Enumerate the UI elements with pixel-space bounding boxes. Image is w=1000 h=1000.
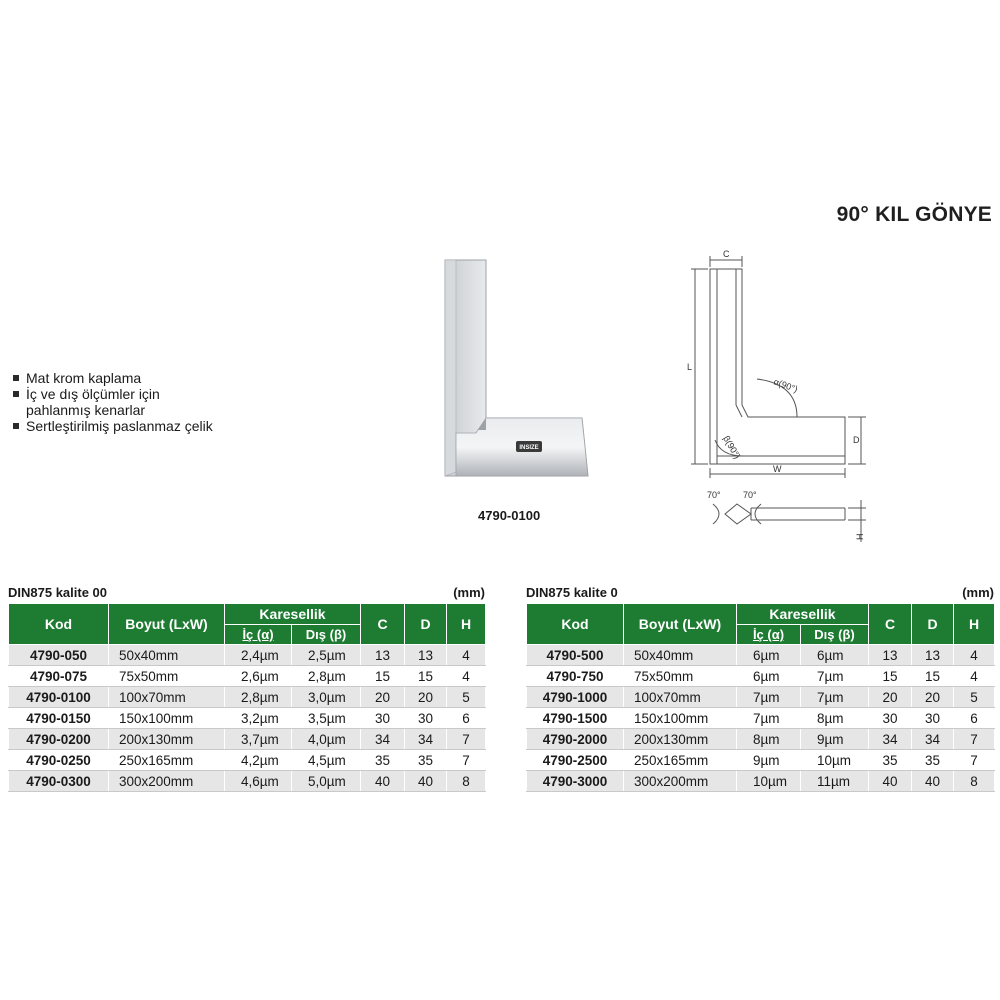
cell-c: 13 (869, 645, 912, 666)
cell-kod: 4790-1500 (527, 708, 624, 729)
cell-d: 15 (405, 666, 447, 687)
cell-ic: 9µm (737, 750, 801, 771)
cell-dis: 10µm (801, 750, 869, 771)
cell-ic: 2,6µm (225, 666, 292, 687)
header-d: D (912, 604, 954, 645)
table-row (527, 687, 995, 708)
photo-caption: 4790-0100 (478, 508, 541, 523)
cell-d: 34 (912, 729, 954, 750)
cell-ic: 6µm (737, 645, 801, 666)
dim-h-label: H (855, 533, 865, 540)
cell-dis: 4,0µm (292, 729, 361, 750)
cell-ic: 7µm (737, 687, 801, 708)
feature-item: Mat krom kaplama (12, 370, 213, 386)
cell-c: 35 (869, 750, 912, 771)
cell-dis: 3,0µm (292, 687, 361, 708)
table-row (9, 729, 486, 750)
table-row (9, 750, 486, 771)
cell-d: 30 (405, 708, 447, 729)
cell-boyut: 50x40mm (624, 645, 737, 666)
brand-logo-text: INSIZE (519, 445, 539, 451)
cell-d: 34 (405, 729, 447, 750)
cell-d: 15 (912, 666, 954, 687)
cell-ic: 8µm (737, 729, 801, 750)
cell-kod: 4790-0300 (9, 771, 109, 792)
cell-c: 13 (361, 645, 405, 666)
angle-right-label: 70° (743, 490, 757, 500)
cell-d: 40 (912, 771, 954, 792)
header-dis: Dış (β) (801, 625, 869, 645)
cell-boyut: 200x130mm (624, 729, 737, 750)
header-h: H (447, 604, 486, 645)
cell-c: 30 (361, 708, 405, 729)
table-row (9, 771, 486, 792)
cell-dis: 9µm (801, 729, 869, 750)
cell-h: 5 (954, 687, 995, 708)
cell-d: 13 (912, 645, 954, 666)
cell-boyut: 200x130mm (109, 729, 225, 750)
table-unit: (mm) (962, 585, 994, 600)
header-ic: İç (α) (225, 625, 292, 645)
cell-boyut: 300x200mm (624, 771, 737, 792)
cell-c: 40 (869, 771, 912, 792)
cell-h: 8 (447, 771, 486, 792)
page-title: 90° KIL GÖNYE (836, 203, 992, 226)
header-kod: Kod (527, 604, 624, 645)
cell-boyut: 100x70mm (109, 687, 225, 708)
table-row (9, 645, 486, 666)
cell-h: 8 (954, 771, 995, 792)
cell-h: 7 (447, 729, 486, 750)
cell-h: 7 (954, 750, 995, 771)
cell-boyut: 75x50mm (624, 666, 737, 687)
cell-h: 4 (954, 666, 995, 687)
header-c: C (361, 604, 405, 645)
cell-dis: 2,8µm (292, 666, 361, 687)
cell-dis: 7µm (801, 687, 869, 708)
table-row (527, 750, 995, 771)
cell-h: 4 (447, 645, 486, 666)
cell-dis: 2,5µm (292, 645, 361, 666)
angle-left-label: 70° (707, 490, 721, 500)
table-row (527, 708, 995, 729)
cell-kod: 4790-075 (9, 666, 109, 687)
cell-d: 13 (405, 645, 447, 666)
table-row (527, 645, 995, 666)
cell-boyut: 150x100mm (624, 708, 737, 729)
product-photo (442, 258, 592, 480)
dim-d-label: D (853, 435, 860, 445)
table-row (9, 708, 486, 729)
cell-h: 7 (954, 729, 995, 750)
cell-kod: 4790-500 (527, 645, 624, 666)
cell-c: 20 (361, 687, 405, 708)
dim-w-label: W (773, 464, 782, 474)
cell-dis: 11µm (801, 771, 869, 792)
cell-dis: 8µm (801, 708, 869, 729)
cell-dis: 5,0µm (292, 771, 361, 792)
angle-alpha-label: α(90°) (772, 376, 800, 395)
cell-ic: 7µm (737, 708, 801, 729)
header-c: C (869, 604, 912, 645)
cell-ic: 10µm (737, 771, 801, 792)
spec-table-kalite-00 (8, 585, 485, 792)
cell-d: 20 (912, 687, 954, 708)
header-d: D (405, 604, 447, 645)
cell-ic: 2,8µm (225, 687, 292, 708)
feature-list (12, 370, 213, 434)
feature-item: İç ve dış ölçümler için (12, 386, 213, 402)
cell-ic: 3,2µm (225, 708, 292, 729)
table-body (527, 645, 995, 792)
technical-drawing (685, 242, 870, 547)
table-row (527, 666, 995, 687)
cell-c: 30 (869, 708, 912, 729)
header-h: H (954, 604, 995, 645)
cell-h: 4 (954, 645, 995, 666)
cell-dis: 6µm (801, 645, 869, 666)
cell-kod: 4790-0250 (9, 750, 109, 771)
cell-dis: 7µm (801, 666, 869, 687)
cell-ic: 4,6µm (225, 771, 292, 792)
table-row (527, 771, 995, 792)
cell-kod: 4790-2000 (527, 729, 624, 750)
cell-boyut: 150x100mm (109, 708, 225, 729)
spec-table-kalite-0 (526, 585, 994, 792)
cell-c: 34 (361, 729, 405, 750)
cell-kod: 4790-1000 (527, 687, 624, 708)
cell-dis: 4,5µm (292, 750, 361, 771)
cell-kod: 4790-0100 (9, 687, 109, 708)
cell-d: 35 (912, 750, 954, 771)
header-kareselik: Karesellik (225, 604, 361, 625)
cell-boyut: 300x200mm (109, 771, 225, 792)
table-row (9, 687, 486, 708)
dim-l-label: L (687, 362, 693, 372)
cell-c: 35 (361, 750, 405, 771)
cell-kod: 4790-0150 (9, 708, 109, 729)
cell-h: 7 (447, 750, 486, 771)
cell-h: 4 (447, 666, 486, 687)
table-caption: DIN875 kalite 0 (526, 585, 618, 600)
cell-c: 20 (869, 687, 912, 708)
cell-boyut: 50x40mm (109, 645, 225, 666)
cell-kod: 4790-3000 (527, 771, 624, 792)
cell-c: 15 (869, 666, 912, 687)
cell-h: 6 (447, 708, 486, 729)
cell-ic: 6µm (737, 666, 801, 687)
table-row (9, 666, 486, 687)
cell-h: 6 (954, 708, 995, 729)
table-unit: (mm) (453, 585, 485, 600)
cell-d: 20 (405, 687, 447, 708)
cell-boyut: 250x165mm (624, 750, 737, 771)
cell-ic: 3,7µm (225, 729, 292, 750)
cell-c: 34 (869, 729, 912, 750)
header-boyut: Boyut (LxW) (109, 604, 225, 645)
cell-kod: 4790-050 (9, 645, 109, 666)
feature-item: Sertleştirilmiş paslanmaz çelik (12, 418, 213, 434)
table-row (527, 729, 995, 750)
angle-beta-label: β(90°) (721, 434, 743, 461)
table-body (9, 645, 486, 792)
cell-kod: 4790-0200 (9, 729, 109, 750)
cell-ic: 2,4µm (225, 645, 292, 666)
header-boyut: Boyut (LxW) (624, 604, 737, 645)
cell-boyut: 250x165mm (109, 750, 225, 771)
cell-c: 15 (361, 666, 405, 687)
cell-kod: 4790-750 (527, 666, 624, 687)
cell-d: 30 (912, 708, 954, 729)
table-caption: DIN875 kalite 00 (8, 585, 108, 600)
cell-boyut: 75x50mm (109, 666, 225, 687)
cell-dis: 3,5µm (292, 708, 361, 729)
header-ic: İç (α) (737, 625, 801, 645)
cell-c: 40 (361, 771, 405, 792)
header-kod: Kod (9, 604, 109, 645)
dim-c-label: C (723, 249, 730, 259)
cell-d: 35 (405, 750, 447, 771)
cell-boyut: 100x70mm (624, 687, 737, 708)
cell-h: 5 (447, 687, 486, 708)
header-kareselik: Karesellik (737, 604, 869, 625)
header-dis: Dış (β) (292, 625, 361, 645)
cell-d: 40 (405, 771, 447, 792)
cell-ic: 4,2µm (225, 750, 292, 771)
cell-kod: 4790-2500 (527, 750, 624, 771)
feature-item-continued: pahlanmış kenarlar (26, 402, 146, 418)
